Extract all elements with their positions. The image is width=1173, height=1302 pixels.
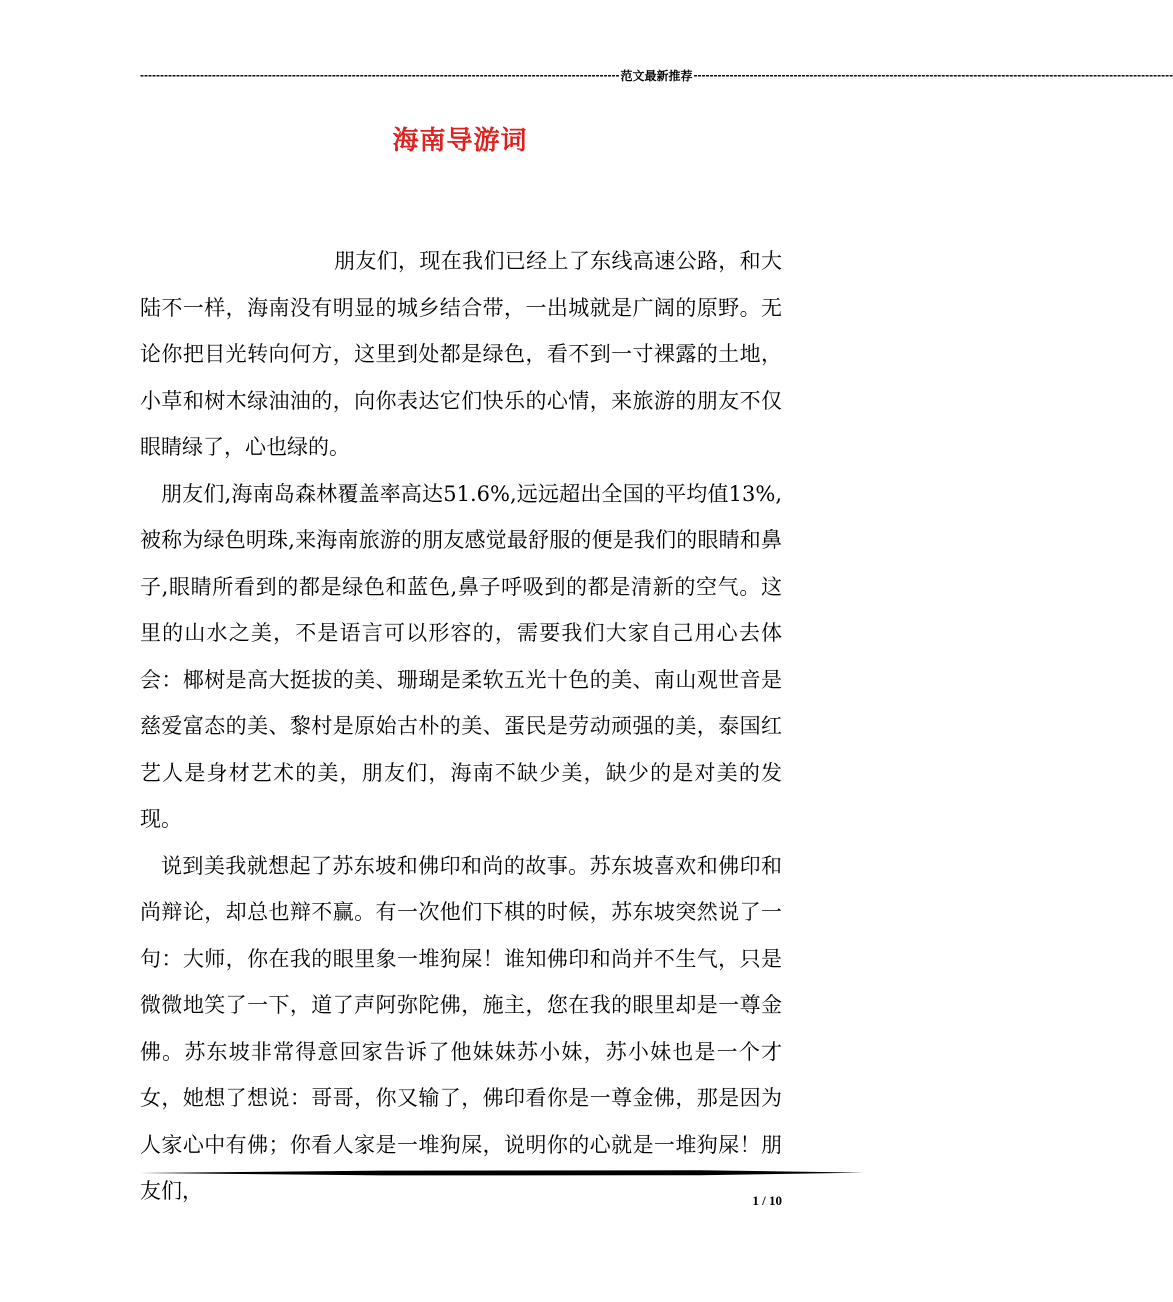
header-dashes-right: ------------------------------------------------------------------------------------------------------------------------ [693,68,1173,82]
header-label: 范文最新推荐 [620,68,693,83]
paragraph-1: 朋友们，现在我们已经上了东线高速公路，和大陆不一样，海南没有明显的城乡结合带，一出城就是广阔的原野。无论你把目光转向何方，这里到处都是绿色，看不到一寸裸露的土地，小草和树木绿油油的，向你表达它们快乐的心情，来旅游的朋友不仅眼睛绿了，心也绿的。 [140,249,782,459]
header-dashes-left: ------------------------------------------------------------------------------------------------------------------------ [140,68,620,82]
document-body [140,238,782,1215]
page-number: 1 / 10 [752,1193,782,1208]
footer-rule [140,1170,864,1176]
paragraph-2: 朋友们,海南岛森林覆盖率高达51.6%,远远超出全国的平均值13%,被称为绿色明珠,来海南旅游的朋友感觉最舒服的便是我们的眼睛和鼻子,眼睛所看到的都是绿色和蓝色,鼻子呼吸到的都是清新的空气。这里的山水之美，不是语言可以形容的，需要我们大家自己用心去体会：椰树是高大挺拔的美、珊瑚是柔软五光十色的美、南山观世音是慈爱富态的美、黎村是原始古朴的美、蛋民是劳动顽强的美，泰国红艺人是身材艺术的美，朋友们，海南不缺少美，缺少的是对美的发现。 [140,481,782,831]
paragraph-3: 说到美我就想起了苏东坡和佛印和尚的故事。苏东坡喜欢和佛印和尚辩论，却总也辩不赢。有一次他们下棋的时候，苏东坡突然说了一句：大师，你在我的眼里象一堆狗屎！谁知佛印和尚并不生气，只是微微地笑了一下，道了声阿弥陀佛，施主，您在我的眼里却是一尊金佛。苏东坡非常得意回家告诉了他妹妹苏小妹，苏小妹也是一个才女，她想了想说：哥哥，你又输了，佛印看你是一尊金佛，那是因为人家心中有佛；你看人家是一堆狗屎，说明你的心就是一堆狗屎！朋友们， [140,853,782,1203]
document-title: 海南导游词 [392,126,528,156]
page-header [140,66,1173,84]
